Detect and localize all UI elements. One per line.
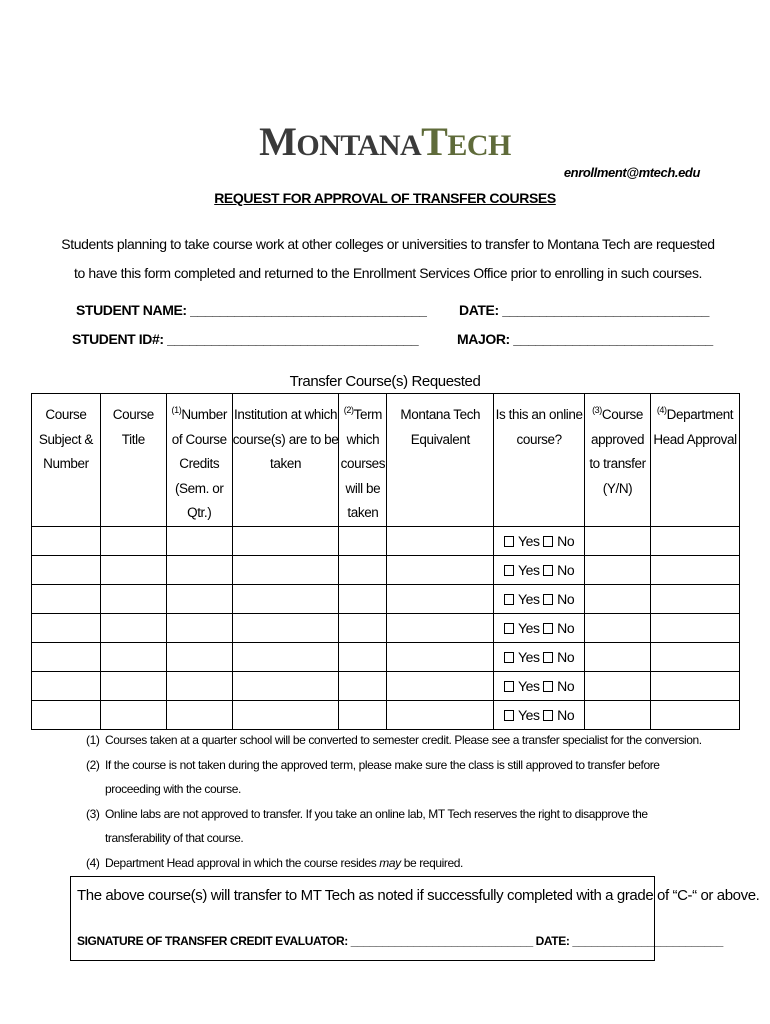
transfer-statement: The above course(s) will transfer to MT Tech as noted if successfully completed with a grade of “C-“ or above. [77, 887, 760, 904]
yes-label: Yes [517, 648, 540, 665]
header-course-title: Course Title [100, 394, 166, 527]
yes-checkbox[interactable] [504, 536, 514, 547]
yes-label: Yes [517, 590, 540, 607]
dept-approval-cell[interactable] [651, 642, 740, 671]
yes-checkbox[interactable] [504, 623, 514, 634]
credits-cell[interactable] [166, 584, 232, 613]
equivalent-cell[interactable] [387, 555, 494, 584]
equivalent-cell[interactable] [387, 671, 494, 700]
yes-label: Yes [517, 706, 540, 723]
subject-cell[interactable] [32, 642, 101, 671]
approved-cell[interactable] [585, 613, 651, 642]
subject-cell[interactable] [32, 671, 101, 700]
major-field[interactable]: MAJOR: ___________________________ [457, 331, 713, 347]
institution-cell[interactable] [232, 555, 339, 584]
dept-approval-cell[interactable] [651, 613, 740, 642]
title-cell[interactable] [100, 526, 166, 555]
institution-cell[interactable] [232, 642, 339, 671]
approved-cell[interactable] [585, 584, 651, 613]
approved-cell[interactable] [585, 671, 651, 700]
footnotes [86, 728, 706, 875]
dept-approval-cell[interactable] [651, 555, 740, 584]
montana-tech-logo: MONTANATECH [259, 119, 511, 164]
yes-label: Yes [517, 561, 540, 578]
no-label: No [557, 706, 575, 723]
table-row [32, 642, 740, 671]
header-credits: $^{(1)}$Number of Course Credits (Sem. or Qtr.) [166, 394, 232, 527]
approved-cell[interactable] [585, 700, 651, 729]
institution-cell[interactable] [232, 613, 339, 642]
dept-approval-cell[interactable] [651, 700, 740, 729]
evaluator-signature-field[interactable]: SIGNATURE OF TRANSFER CREDIT EVALUATOR: _____________________________ DATE: ________________________ [77, 934, 723, 948]
credits-cell[interactable] [166, 613, 232, 642]
dept-approval-cell[interactable] [651, 671, 740, 700]
yes-checkbox[interactable] [504, 652, 514, 663]
no-checkbox[interactable] [543, 623, 553, 634]
evaluator-box [70, 876, 760, 961]
table-row [32, 584, 740, 613]
no-checkbox[interactable] [543, 681, 553, 692]
institution-cell[interactable] [232, 526, 339, 555]
no-label: No [557, 561, 575, 578]
table-header-row [32, 394, 740, 527]
table-row [32, 671, 740, 700]
online-cell [494, 613, 585, 642]
no-checkbox[interactable] [543, 652, 553, 663]
table-row [32, 700, 740, 729]
dept-approval-cell[interactable] [651, 584, 740, 613]
header-mt-equivalent: Montana Tech Equivalent [387, 394, 494, 527]
title-cell[interactable] [100, 555, 166, 584]
term-cell[interactable] [339, 613, 387, 642]
title-cell[interactable] [100, 613, 166, 642]
subject-cell[interactable] [32, 584, 101, 613]
title-cell[interactable] [100, 671, 166, 700]
term-cell[interactable] [339, 642, 387, 671]
subject-cell[interactable] [32, 613, 101, 642]
term-cell[interactable] [339, 555, 387, 584]
yes-label: Yes [517, 532, 540, 549]
title-cell[interactable] [100, 584, 166, 613]
footnote-1: (1) Courses taken at a quarter school will be converted to semester credit. Please see a transfer specialist for the conversion. [86, 733, 702, 747]
header-approved: $^{(3)}$Course approved to transfer (Y/N) [585, 394, 651, 527]
credits-cell[interactable] [166, 555, 232, 584]
intro-text: Students planning to take course work at other colleges or universities to transfer to Montana Tech are requested to have this form completed and returned to the Enrollment Services Office prior to enrolling in such courses. [61, 236, 715, 281]
approved-cell[interactable] [585, 642, 651, 671]
credits-cell[interactable] [166, 642, 232, 671]
online-cell [494, 584, 585, 613]
term-cell[interactable] [339, 584, 387, 613]
online-cell [494, 700, 585, 729]
footnote-2: (2) If the course is not taken during the approved term, please make sure the class is still approved to transfer before proceeding with the course. [86, 757, 660, 796]
equivalent-cell[interactable] [387, 584, 494, 613]
subject-cell[interactable] [32, 526, 101, 555]
header-subject-number: Course Subject & Number [32, 394, 101, 527]
header-online: Is this an online course? [494, 394, 585, 527]
equivalent-cell[interactable] [387, 526, 494, 555]
yes-label: Yes [517, 619, 540, 636]
subject-cell[interactable] [32, 555, 101, 584]
institution-cell[interactable] [232, 671, 339, 700]
subject-cell[interactable] [32, 700, 101, 729]
institution-cell[interactable] [232, 700, 339, 729]
no-checkbox[interactable] [543, 594, 553, 605]
section-label: Transfer Course(s) Requested [289, 373, 481, 390]
equivalent-cell[interactable] [387, 700, 494, 729]
institution-cell[interactable] [232, 584, 339, 613]
yes-checkbox[interactable] [504, 681, 514, 692]
header-term: $^{(2)}$Term which courses will be taken [339, 394, 387, 527]
no-label: No [557, 590, 575, 607]
title-cell[interactable] [100, 700, 166, 729]
term-cell[interactable] [339, 526, 387, 555]
equivalent-cell[interactable] [387, 642, 494, 671]
yes-checkbox[interactable] [504, 710, 514, 721]
no-label: No [557, 648, 575, 665]
no-label: No [557, 677, 575, 694]
date-field[interactable]: DATE: ____________________________ [459, 302, 710, 318]
yes-label: Yes [517, 677, 540, 694]
dept-approval-cell[interactable] [651, 526, 740, 555]
table-row [32, 555, 740, 584]
header-dept-approval: $^{(4)}$Department Head Approval [651, 394, 740, 527]
transfer-courses-table [31, 393, 740, 730]
credits-cell[interactable] [166, 526, 232, 555]
credits-cell[interactable] [166, 671, 232, 700]
header-institution: Institution at which course(s) are to be taken [232, 394, 339, 527]
table-row [32, 526, 740, 555]
term-cell[interactable] [339, 671, 387, 700]
online-cell [494, 642, 585, 671]
yes-checkbox[interactable] [504, 594, 514, 605]
equivalent-cell[interactable] [387, 613, 494, 642]
no-label: No [557, 619, 575, 636]
no-checkbox[interactable] [543, 710, 553, 721]
term-cell[interactable] [339, 700, 387, 729]
contact-email[interactable]: enrollment@mtech.edu [563, 165, 700, 180]
online-cell [494, 671, 585, 700]
student-name-field[interactable]: STUDENT NAME: ________________________________ [76, 302, 427, 318]
approved-cell[interactable] [585, 526, 651, 555]
yes-checkbox[interactable] [504, 565, 514, 576]
footnote-4: (4) Department Head approval in which the course resides may be required. [86, 855, 463, 870]
online-cell [494, 526, 585, 555]
table-row [32, 613, 740, 642]
title-cell[interactable] [100, 642, 166, 671]
no-checkbox[interactable] [543, 565, 553, 576]
no-label: No [557, 532, 575, 549]
form-title: REQUEST FOR APPROVAL OF TRANSFER COURSES [214, 190, 556, 206]
approved-cell[interactable] [585, 555, 651, 584]
online-cell [494, 555, 585, 584]
student-id-field[interactable]: STUDENT ID#: __________________________________ [72, 331, 419, 347]
no-checkbox[interactable] [543, 536, 553, 547]
footnote-3: (3) Online labs are not approved to transfer. If you take an online lab, MT Tech reserves the right to disapprove the transferability of that course. [86, 806, 648, 845]
credits-cell[interactable] [166, 700, 232, 729]
